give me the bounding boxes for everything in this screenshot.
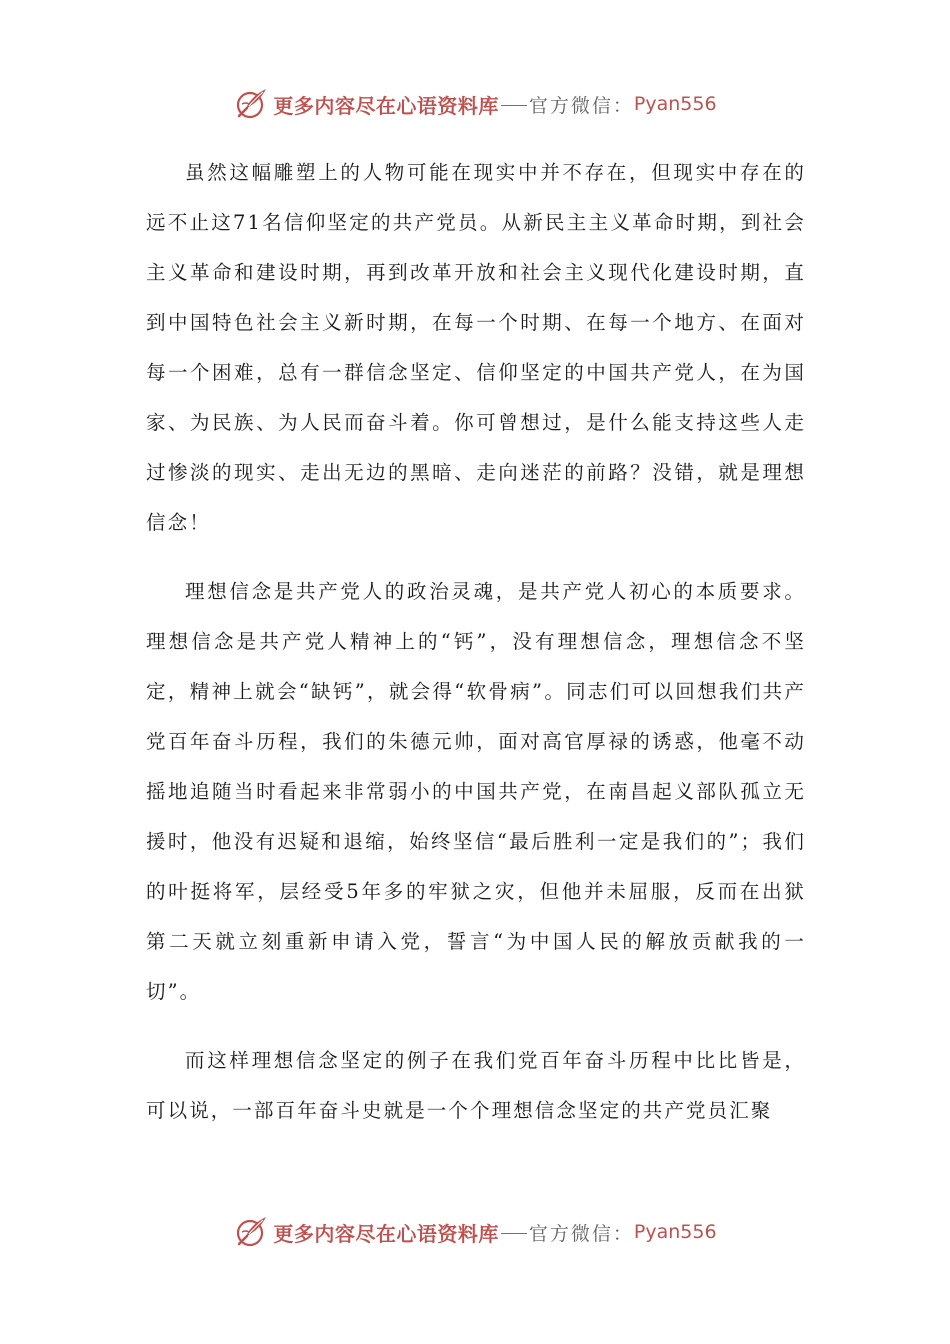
wechat-id: Pyan556: [633, 1221, 717, 1243]
dash-divider: [501, 105, 527, 106]
wechat-id: Pyan556: [633, 93, 717, 115]
wechat-label: 官方微信：: [528, 1222, 634, 1245]
brand-text: 更多内容尽在心语资料库: [273, 1221, 499, 1246]
quill-pen-circle-icon: [233, 1214, 269, 1250]
wechat-label: 官方微信：: [528, 94, 634, 117]
paragraph-1: 虽然这幅雕塑上的人物可能在现实中并不存在，但现实中存在的远不止这71名信仰坚定的共产党员。从新民主主义革命时期，到社会主义革命和建设时期，再到改革开放和社会主义现代化建设时期，直到中国特色社会主义新时期，在每一个时期、在每一个地方、在面对每一个困难，总有一群信念坚定、信仰坚定的中国共产党人，在为国家、为民族、为人民而奋斗着。你可曾想过，是什么能支持这些人走过惨淡的现实、走出无边的黑暗、走向迷茫的前路？没错，就是理想信念！: [146, 161, 806, 534]
dash-divider: [501, 1233, 527, 1234]
footer-banner: [0, 1212, 950, 1252]
header-banner: [0, 84, 950, 124]
paragraph-2: 理想信念是共产党人的政治灵魂，是共产党人初心的本质要求。理想信念是共产党人精神上的“钙”，没有理想信念，理想信念不坚定，精神上就会“缺钙”，就会得“软骨病”。同志们可以回想我们共产党百年奋斗历程，我们的朱德元帅，面对高官厚禄的诱惑，他毫不动摇地追随当时看起来非常弱小的中国共产党，在南昌起义部队孤立无援时，他没有迟疑和退缩，始终坚信“最后胜利一定是我们的”；我们的叶挺将军，层经受5年多的牢狱之灾，但他并未屈服，反而在出狱第二天就立刻重新申请入党，誓言“为中国人民的解放贡献我的一切”。: [146, 580, 806, 1003]
paragraph-3: 而这样理想信念坚定的例子在我们党百年奋斗历程中比比皆是，可以说，一部百年奋斗史就是一个个理想信念坚定的共产党员汇聚: [146, 1049, 806, 1122]
quill-pen-circle-icon: [233, 86, 269, 122]
document-body: [146, 148, 806, 1155]
brand-text: 更多内容尽在心语资料库: [273, 93, 499, 118]
